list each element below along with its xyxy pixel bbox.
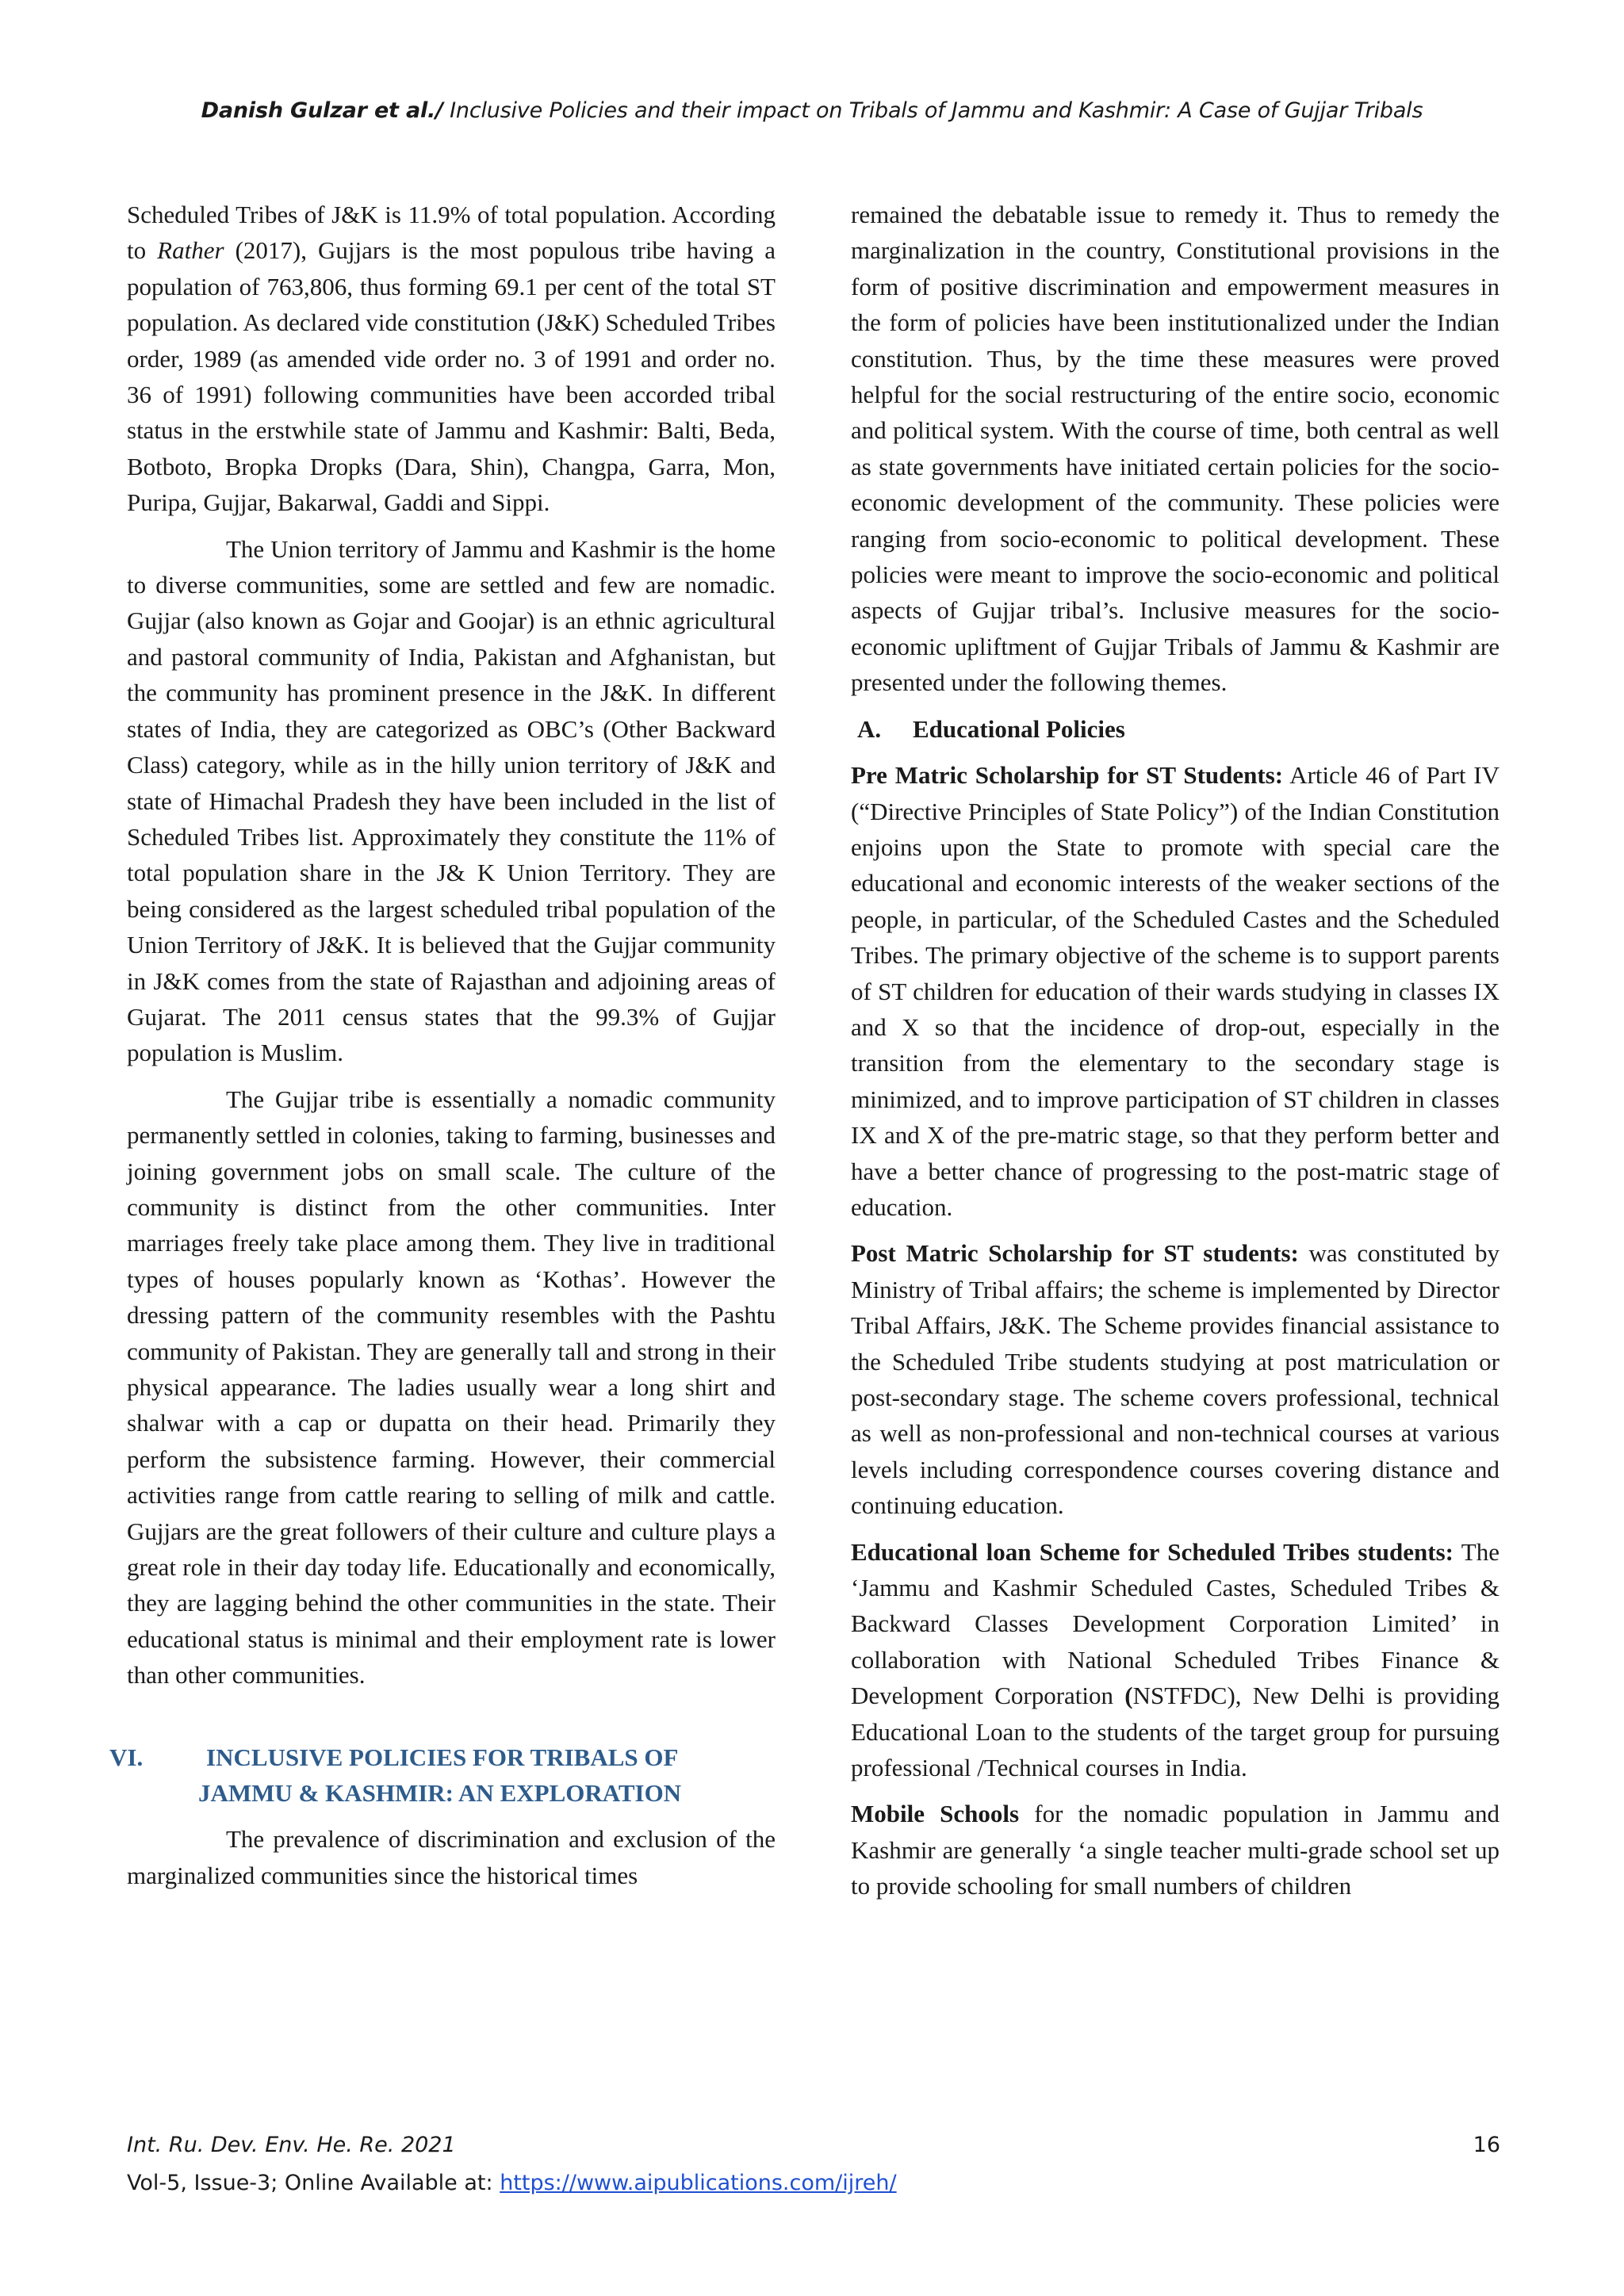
run-in-heading: Educational loan Scheme for Scheduled Tribes students: [851, 1537, 1454, 1566]
paragraph [851, 1796, 1500, 1904]
footer-volume-line [127, 2171, 1500, 2195]
section-number: VI. [109, 1743, 144, 1771]
volume-info: Vol-5, Issue-3; Online Available at: [127, 2171, 500, 2195]
section-title-line-1: INCLUSIVE POLICIES FOR TRIBALS OF [206, 1743, 679, 1771]
subsection-heading [857, 711, 1500, 747]
footer-journal-line [127, 2133, 1500, 2157]
text-span: Scheduled Tribes of J&K is 11.9% of total population. According to [127, 201, 776, 265]
page-number: 16 [1473, 2133, 1500, 2157]
running-head-authors: Danish Gulzar et al./ [201, 98, 443, 123]
section-heading [109, 1739, 776, 1812]
journal-name: Int. Ru. Dev. Env. He. Re. 2021 [127, 2133, 456, 2157]
paragraph: The Union territory of Jammu and Kashmir is the home to diverse communities, some are settled and few are nomadic. Gujjar (also known as Gojar and Goojar) is an ethnic agricultural and pastoral community of India, Pakistan and Afghanistan, but the community has prominent presence in the J&K. In different states of India, they are categorized as OBC’s (Other Backward Class) category, while as in the hilly union territory of J&K and state of Himachal Pradesh they have been included in the list of Scheduled Tribes list. Approximately they constitute the 11% of total population share in the J& K Union Territory. They are being considered as the largest scheduled tribal population of the Union Territory of J&K. It is believed that the Gujjar community in J&K comes from the state of Rajasthan and adjoining areas of Gujarat. The 2011 census states that the 99.3% of Gujjar population is Muslim. [127, 534, 776, 1067]
paragraph [127, 197, 776, 521]
text-span: for the nomadic population in Jammu and Kashmir are generally ‘a single teacher multi-grade school set up to provide schooling for small numbers of children [851, 1800, 1500, 1900]
right-column [851, 197, 1500, 1915]
paragraph [851, 1235, 1500, 1523]
run-in-heading: Post Matric Scholarship for ST students: [851, 1239, 1299, 1268]
citation-author: Rather [157, 236, 224, 265]
paragraph [851, 757, 1500, 1225]
paragraph: The Gujjar tribe is essentially a nomadic community permanently settled in colonies, taking to farming, businesses and joining government jobs on small scale. The culture of the community is distinct from the other communities. Inter marriages freely take place among them. They live in traditional types of houses popularly known as ‘Kothas’. However the dressing pattern of the community resembles with the Pashtu community of Pakistan. They are generally tall and strong in their physical appearance. The ladies usually wear a long shirt and shalwar with a cap or dupatta on their head. Primarily they perform the subsistence farming. However, their commercial activities range from cattle rearing to selling of milk and cattle. Gujjars are the great followers of their culture and culture plays a great role in their day today life. Educationally and economically, they are lagging behind the other communities in the state. Their educational status is minimal and their employment rate is lower than other communities. [127, 1085, 776, 1689]
text-span: ( [1124, 1682, 1133, 1710]
paragraph: remained the debatable issue to remedy it. Thus to remedy the marginalization in the country, Constitutional provisions in the form of positive discrimination and empowerment measures in the form of policies have been institutionalized under the Indian constitution. Thus, by the time these measures were proved helpful for the social restructuring of the entire socio, economic and political system. With the course of time, both central as well as state governments have initiated certain policies for the socio-economic development of the community. These policies were ranging from socio-economic to political development. These policies were meant to improve the socio-economic and political aspects of Gujjar tribal’s. Inclusive measures for the socio-economic upliftment of Gujjar Tribals of Jammu & Kashmir are presented under the following themes. [851, 201, 1500, 697]
text-span: was constituted by Ministry of Tribal affairs; the scheme is implemented by Director Tribal Affairs, J&K. The Scheme provides financial assistance to the Scheduled Tribe students studying at post matriculation or post-secondary stage. The scheme covers professional, technical as well as non-professional and non-technical courses at various levels including correspondence courses covering distance and continuing education. [851, 1239, 1500, 1520]
running-head-title: Inclusive Policies and their impact on Tribals of Jammu and Kashmir: A Case of Gujjar Tribals [442, 98, 1423, 123]
text-span: NSTFDC), New Delhi is providing Educational Loan to the students of the target group for pursuing professional /Technical courses in India. [851, 1682, 1500, 1782]
paragraph: The prevalence of discrimination and exclusion of the marginalized communities since the historical times [127, 1825, 776, 1889]
running-head [0, 98, 1624, 123]
paragraph [851, 1534, 1500, 1786]
subsection-letter: A. [857, 714, 882, 743]
section-title-line-2: JAMMU & KASHMIR: AN EXPLORATION [198, 1779, 682, 1808]
text-span: (2017), Gujjars is the most populous tribe having a population of 763,806, thus forming 69.1 per cent of the total ST population. As declared vide constitution (J&K) Scheduled Tribes order, 1989 (as amended vide order no. 3 of 1991 and order no. 36 of 1991) following communities have been accorded tribal status in the erstwhile state of Jammu and Kashmir: Balti, Beda, Botboto, Bropka Dropks (Dara, Shin), Changpa, Garra, Mon, Puripa, Gujjar, Bakarwal, Gaddi and Sippi. [127, 236, 776, 517]
text-span: Article 46 of Part IV (“Directive Principles of State Policy”) of the Indian Constitution enjoins upon the State to promote with special care the educational and economic interests of the weaker sections of the people, in particular, of the Scheduled Castes and the Scheduled Tribes. The primary objective of the scheme is to support parents of ST children for education of their wards studying in classes IX and X so that the incidence of drop-out, especially in the transition from the elementary to the secondary stage is minimized, and to improve participation of ST children in classes IX and X of the pre-matric stage, so that they perform better and have a better chance of progressing to the post-matric stage of education. [851, 761, 1500, 1221]
subsection-title: Educational Policies [913, 714, 1125, 743]
run-in-heading: Mobile Schools [851, 1800, 1020, 1828]
left-column [109, 197, 776, 1904]
run-in-heading: Pre Matric Scholarship for ST Students: [851, 761, 1284, 790]
text-span: The ‘Jammu and Kashmir Scheduled Castes, Scheduled Tribes & Backward Classes Development Corporation Limited’ in collaboration with National Scheduled Tribes Finance & Development Corporation [851, 1537, 1500, 1710]
journal-link[interactable]: https://www.aipublications.com/ijreh/ [500, 2171, 897, 2195]
